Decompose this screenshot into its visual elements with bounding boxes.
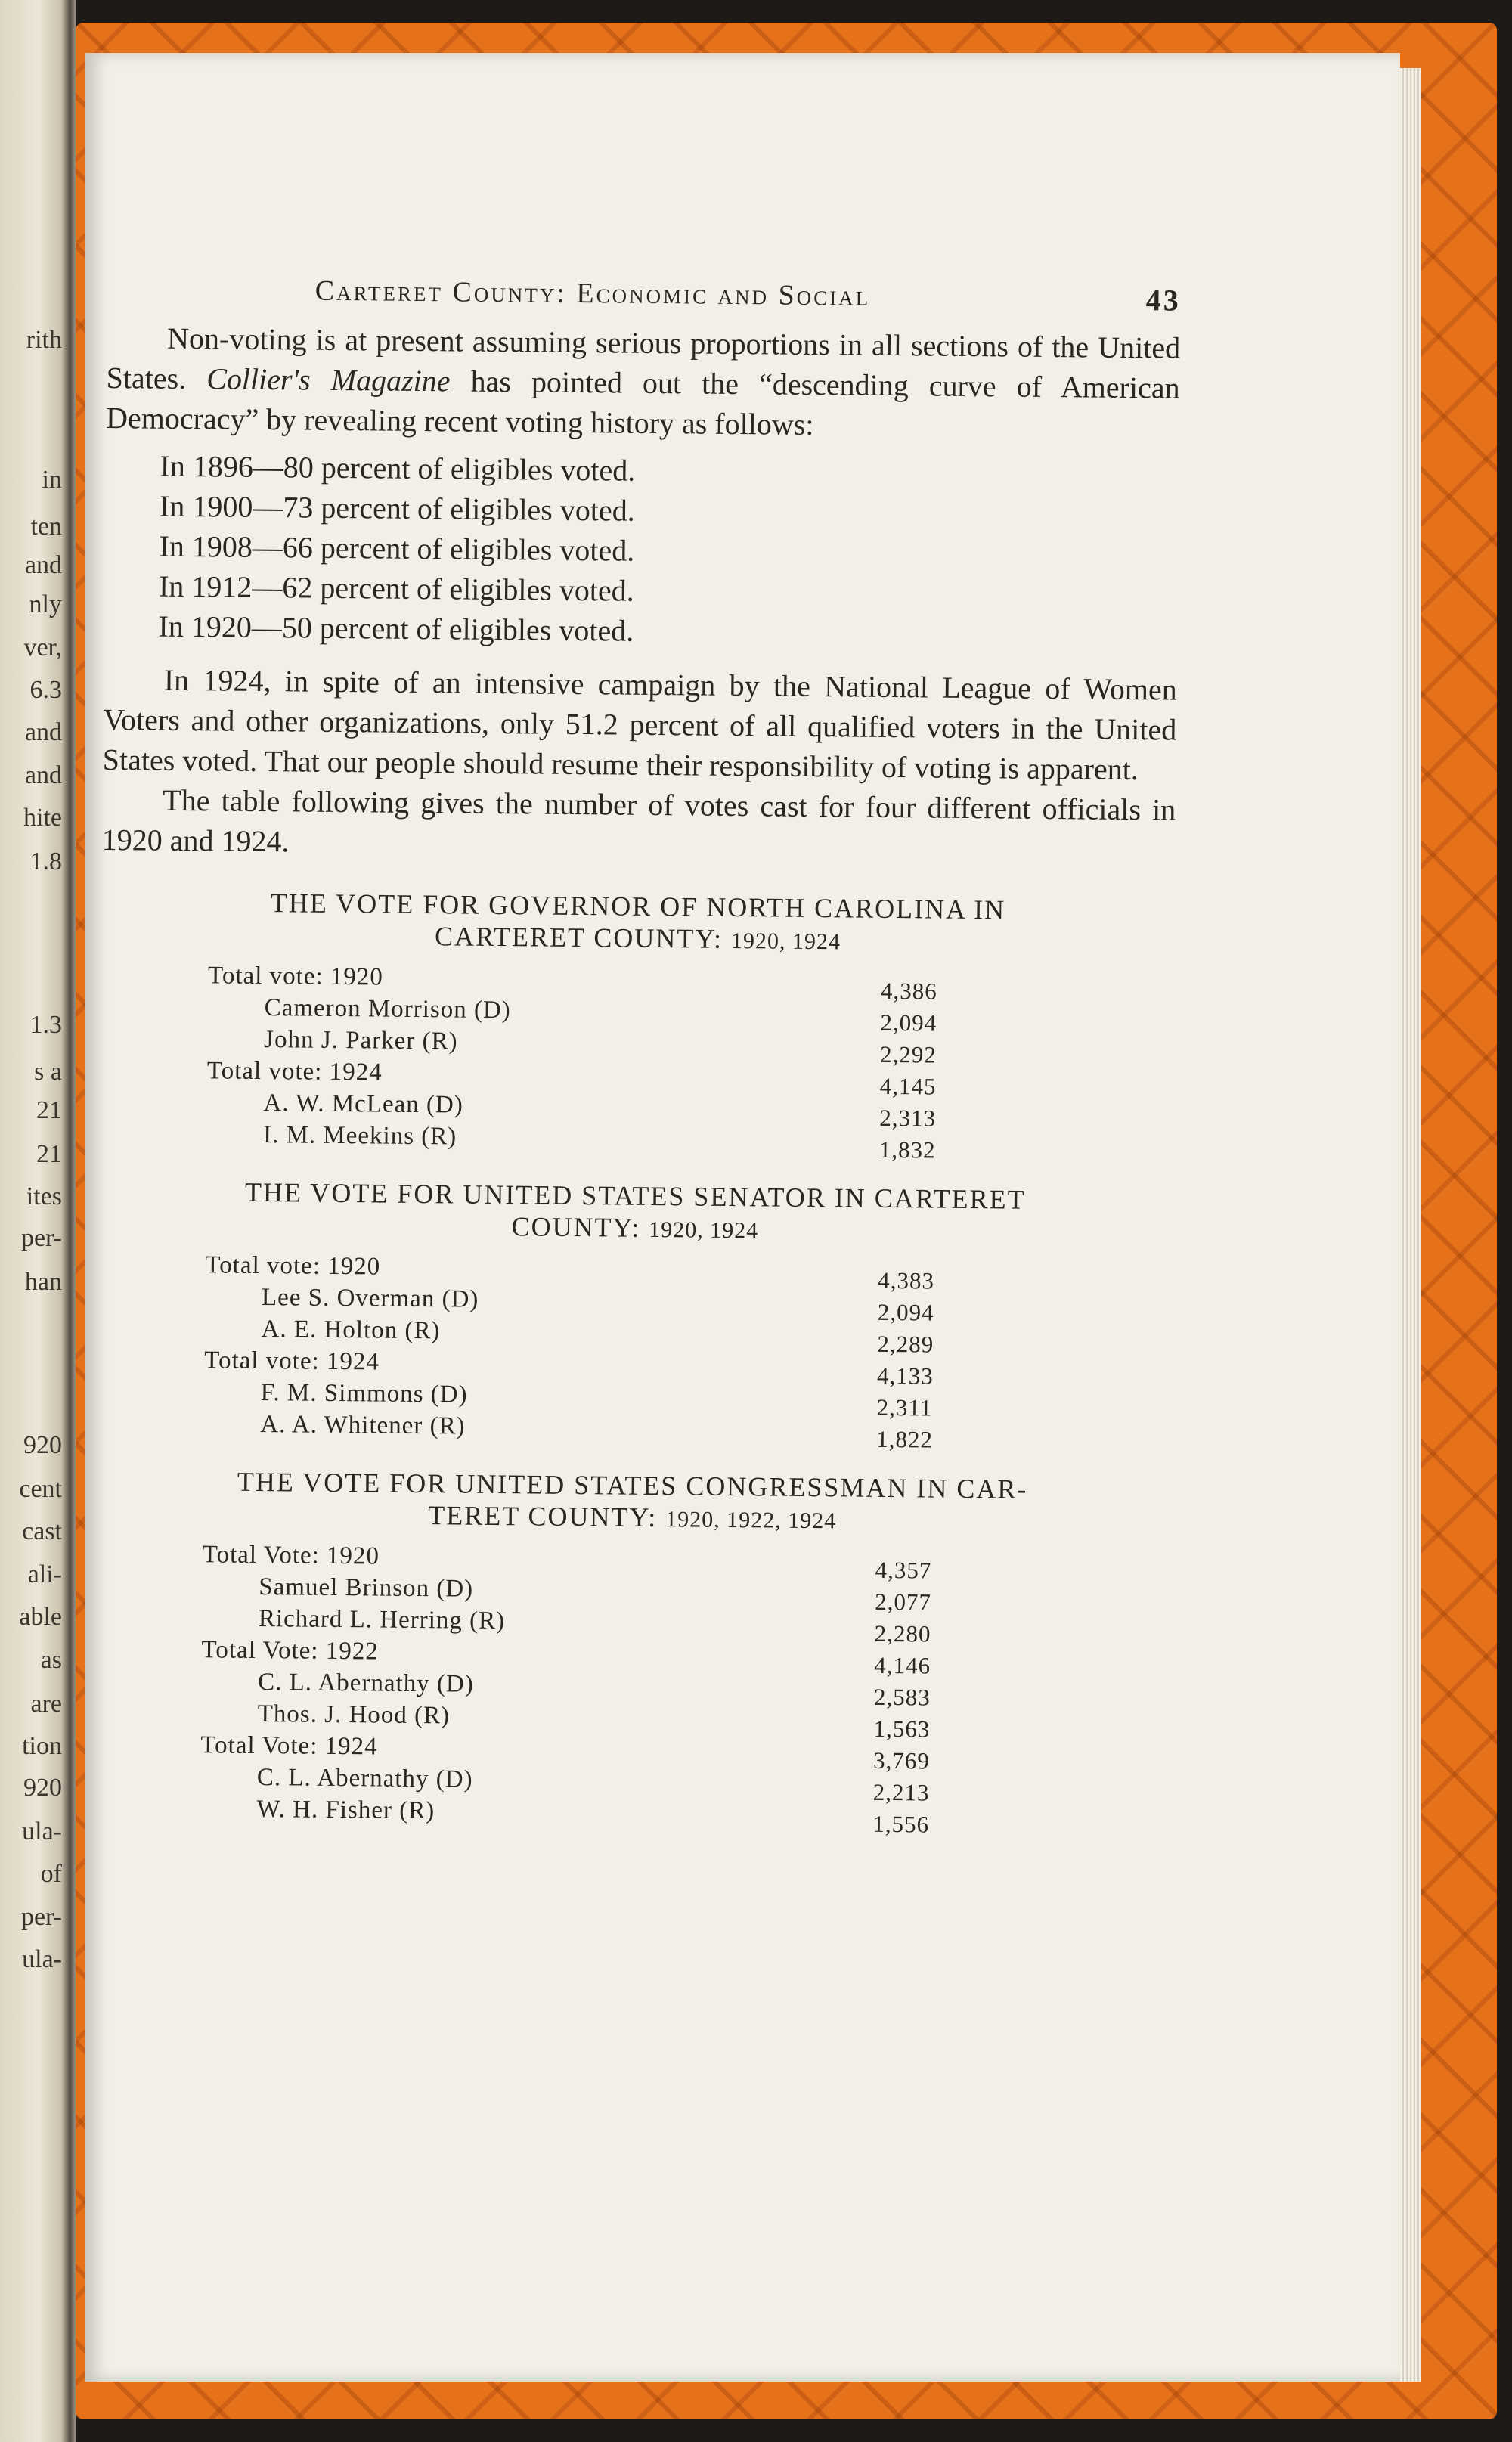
facing-page-text-fragment: able (19, 1602, 62, 1631)
row-label: Thos. J. Hood (R) (257, 1700, 451, 1730)
facing-page-text-fragment: rith (26, 325, 62, 354)
page-block-edge (1400, 68, 1421, 2382)
vote-count: 4,133 (876, 1362, 934, 1390)
facing-page-text-fragment: per- (20, 1224, 62, 1253)
history-item: In 1896—80 percent of eligibles voted. (160, 448, 636, 488)
table-title-line: COUNTY: 1920, 1924 (511, 1211, 759, 1244)
table-title-line: THE VOTE FOR UNITED STATES SENATOR IN CARTERET (244, 1176, 1026, 1215)
table-title (98, 1175, 1173, 1251)
page-content (92, 272, 1181, 1838)
vote-count: 4,357 (875, 1556, 932, 1584)
facing-page-edge (0, 0, 70, 2442)
history-item: In 1908—66 percent of eligibles voted. (159, 528, 635, 568)
voting-history-list (158, 446, 1179, 656)
vote-count: 1,832 (878, 1136, 936, 1164)
history-item: In 1920—50 percent of eligibles voted. (158, 609, 634, 648)
running-head-title: Carteret County: Economic and Social (314, 274, 871, 312)
facing-page-text-fragment: 6.3 (29, 676, 62, 705)
vote-count: 2,094 (880, 1009, 937, 1037)
facing-page-text-fragment: 21 (36, 1096, 62, 1125)
vote-tables (92, 885, 1175, 1838)
facing-page-text-fragment: cast (22, 1517, 62, 1545)
row-label: A. E. Holton (R) (261, 1316, 441, 1345)
facing-page-text-fragment: nly (29, 590, 62, 618)
row-label: C. L. Abernathy (D) (256, 1763, 473, 1793)
vote-count: 4,146 (874, 1651, 931, 1679)
row-label: Total vote: 1924 (206, 1057, 383, 1086)
table-title-years: 1920, 1924 (730, 928, 841, 955)
row-label: Total vote: 1920 (205, 1251, 381, 1281)
table-title (95, 1464, 1170, 1541)
vote-count: 4,145 (879, 1072, 937, 1100)
paragraph-nonvoting: Non-voting is at present assuming serious proportions in all sections of the United States. Collier's Magazine has pointed out the “descending curve of American Democracy” by revealing recent voting history as follows: (105, 321, 1181, 442)
facing-page-text-fragment: ites (26, 1182, 62, 1210)
table-title-line: THE VOTE FOR UNITED STATES CONGRESSMAN IN CAR- (237, 1466, 1028, 1505)
table-title-years: 1920, 1922, 1924 (665, 1507, 837, 1534)
vote-table (200, 1539, 959, 1838)
facing-page-text-fragment: 920 (23, 1431, 62, 1460)
row-label: Cameron Morrison (D) (264, 994, 511, 1024)
facing-page-text-fragment: per- (20, 1903, 62, 1932)
history-item: In 1912—62 percent of eligibles voted. (158, 569, 634, 608)
table-title-line: TERET COUNTY: 1920, 1922, 1924 (428, 1500, 837, 1534)
facing-page-text-fragment: and (24, 717, 62, 746)
page-number: 43 (1145, 283, 1181, 318)
row-label: W. H. Fisher (R) (256, 1795, 435, 1825)
row-label: A. A. Whitener (R) (260, 1411, 466, 1440)
facing-page-text-fragment: ula- (22, 1945, 62, 1973)
vote-count: 2,292 (879, 1040, 937, 1068)
facing-page-text-fragment: as (40, 1646, 62, 1675)
vote-count: 1,556 (872, 1810, 930, 1838)
facing-page-text-fragment: of (40, 1859, 62, 1888)
facing-page-text-fragment: ver, (23, 634, 62, 662)
facing-page-text-fragment: ten (30, 512, 62, 541)
facing-page-text-fragment: 1.3 (29, 1011, 62, 1039)
paragraph-1924-campaign: In 1924, in spite of an intensive campaign by the National League of Women Voters and other organizations, only 51.2 percent of all qualified voters in the United States voted. That our people should resume their responsibility of voting is apparent. (102, 662, 1177, 787)
vote-table (203, 1249, 961, 1453)
paragraph-table-intro: The table following gives the number of votes cast for four different officials in 1920 and 1924. (101, 782, 1176, 859)
table-title-line: THE VOTE FOR GOVERNOR OF NORTH CAROLINA IN (270, 888, 1006, 925)
vote-count: 3,769 (872, 1746, 931, 1774)
facing-page-text-fragment: are (30, 1690, 62, 1718)
facing-page-text-fragment: in (42, 466, 62, 494)
table-title-line: CARTERET COUNTY: 1920, 1924 (434, 921, 841, 955)
row-label: A. W. McLean (D) (263, 1089, 463, 1119)
facing-page-text-fragment: tion (22, 1731, 62, 1760)
book-page (85, 53, 1400, 2382)
vote-count: 2,280 (874, 1619, 931, 1647)
book-gutter (70, 0, 76, 2442)
history-item: In 1900—73 percent of eligibles voted. (159, 488, 635, 528)
vote-count: 1,822 (876, 1425, 934, 1453)
row-label: Lee S. Overman (D) (261, 1284, 479, 1313)
table-title (101, 885, 1175, 962)
vote-count: 2,213 (872, 1778, 930, 1806)
vote-table (206, 959, 964, 1164)
row-label: I. M. Meekins (R) (262, 1121, 457, 1151)
vote-count: 2,289 (877, 1330, 934, 1358)
row-label: Samuel Brinson (D) (259, 1573, 474, 1603)
facing-page-text-fragment: s a (34, 1057, 62, 1086)
facing-page-text-fragment: han (24, 1267, 62, 1296)
vote-count: 2,313 (879, 1104, 937, 1132)
vote-count: 2,077 (875, 1588, 932, 1616)
row-label: Total Vote: 1920 (202, 1541, 380, 1570)
facing-page-text-fragment: ula- (22, 1818, 62, 1846)
facing-page-text-fragment: cent (19, 1474, 62, 1503)
row-label: Total vote: 1924 (204, 1347, 380, 1376)
facing-page-text-fragment: ali- (27, 1560, 62, 1589)
vote-count: 1,563 (873, 1715, 931, 1743)
row-label: John J. Parker (R) (264, 1026, 458, 1055)
row-label: F. M. Simmons (D) (260, 1379, 468, 1408)
table-title-years: 1920, 1924 (649, 1216, 759, 1244)
row-label: Total Vote: 1924 (200, 1731, 378, 1761)
row-label: Total Vote: 1922 (201, 1636, 379, 1666)
row-label: C. L. Abernathy (D) (257, 1668, 474, 1698)
facing-page-text-fragment: 1.8 (29, 847, 62, 875)
facing-page-text-fragment: and (24, 761, 62, 790)
vote-count: 4,383 (878, 1266, 935, 1294)
facing-page-text-fragment: hite (23, 804, 62, 832)
row-label: Total vote: 1920 (207, 962, 384, 991)
vote-count: 2,311 (876, 1393, 933, 1421)
vote-count: 4,386 (880, 977, 937, 1005)
facing-page-text-fragment: 21 (36, 1139, 62, 1168)
vote-count: 2,583 (873, 1683, 931, 1711)
facing-page-text-fragment: and (24, 551, 62, 580)
facing-page-text-fragment: 920 (23, 1774, 62, 1802)
magazine-title: Collier's Magazine (206, 361, 451, 398)
vote-count: 2,094 (877, 1298, 934, 1326)
row-label: Richard L. Herring (R) (258, 1605, 506, 1635)
